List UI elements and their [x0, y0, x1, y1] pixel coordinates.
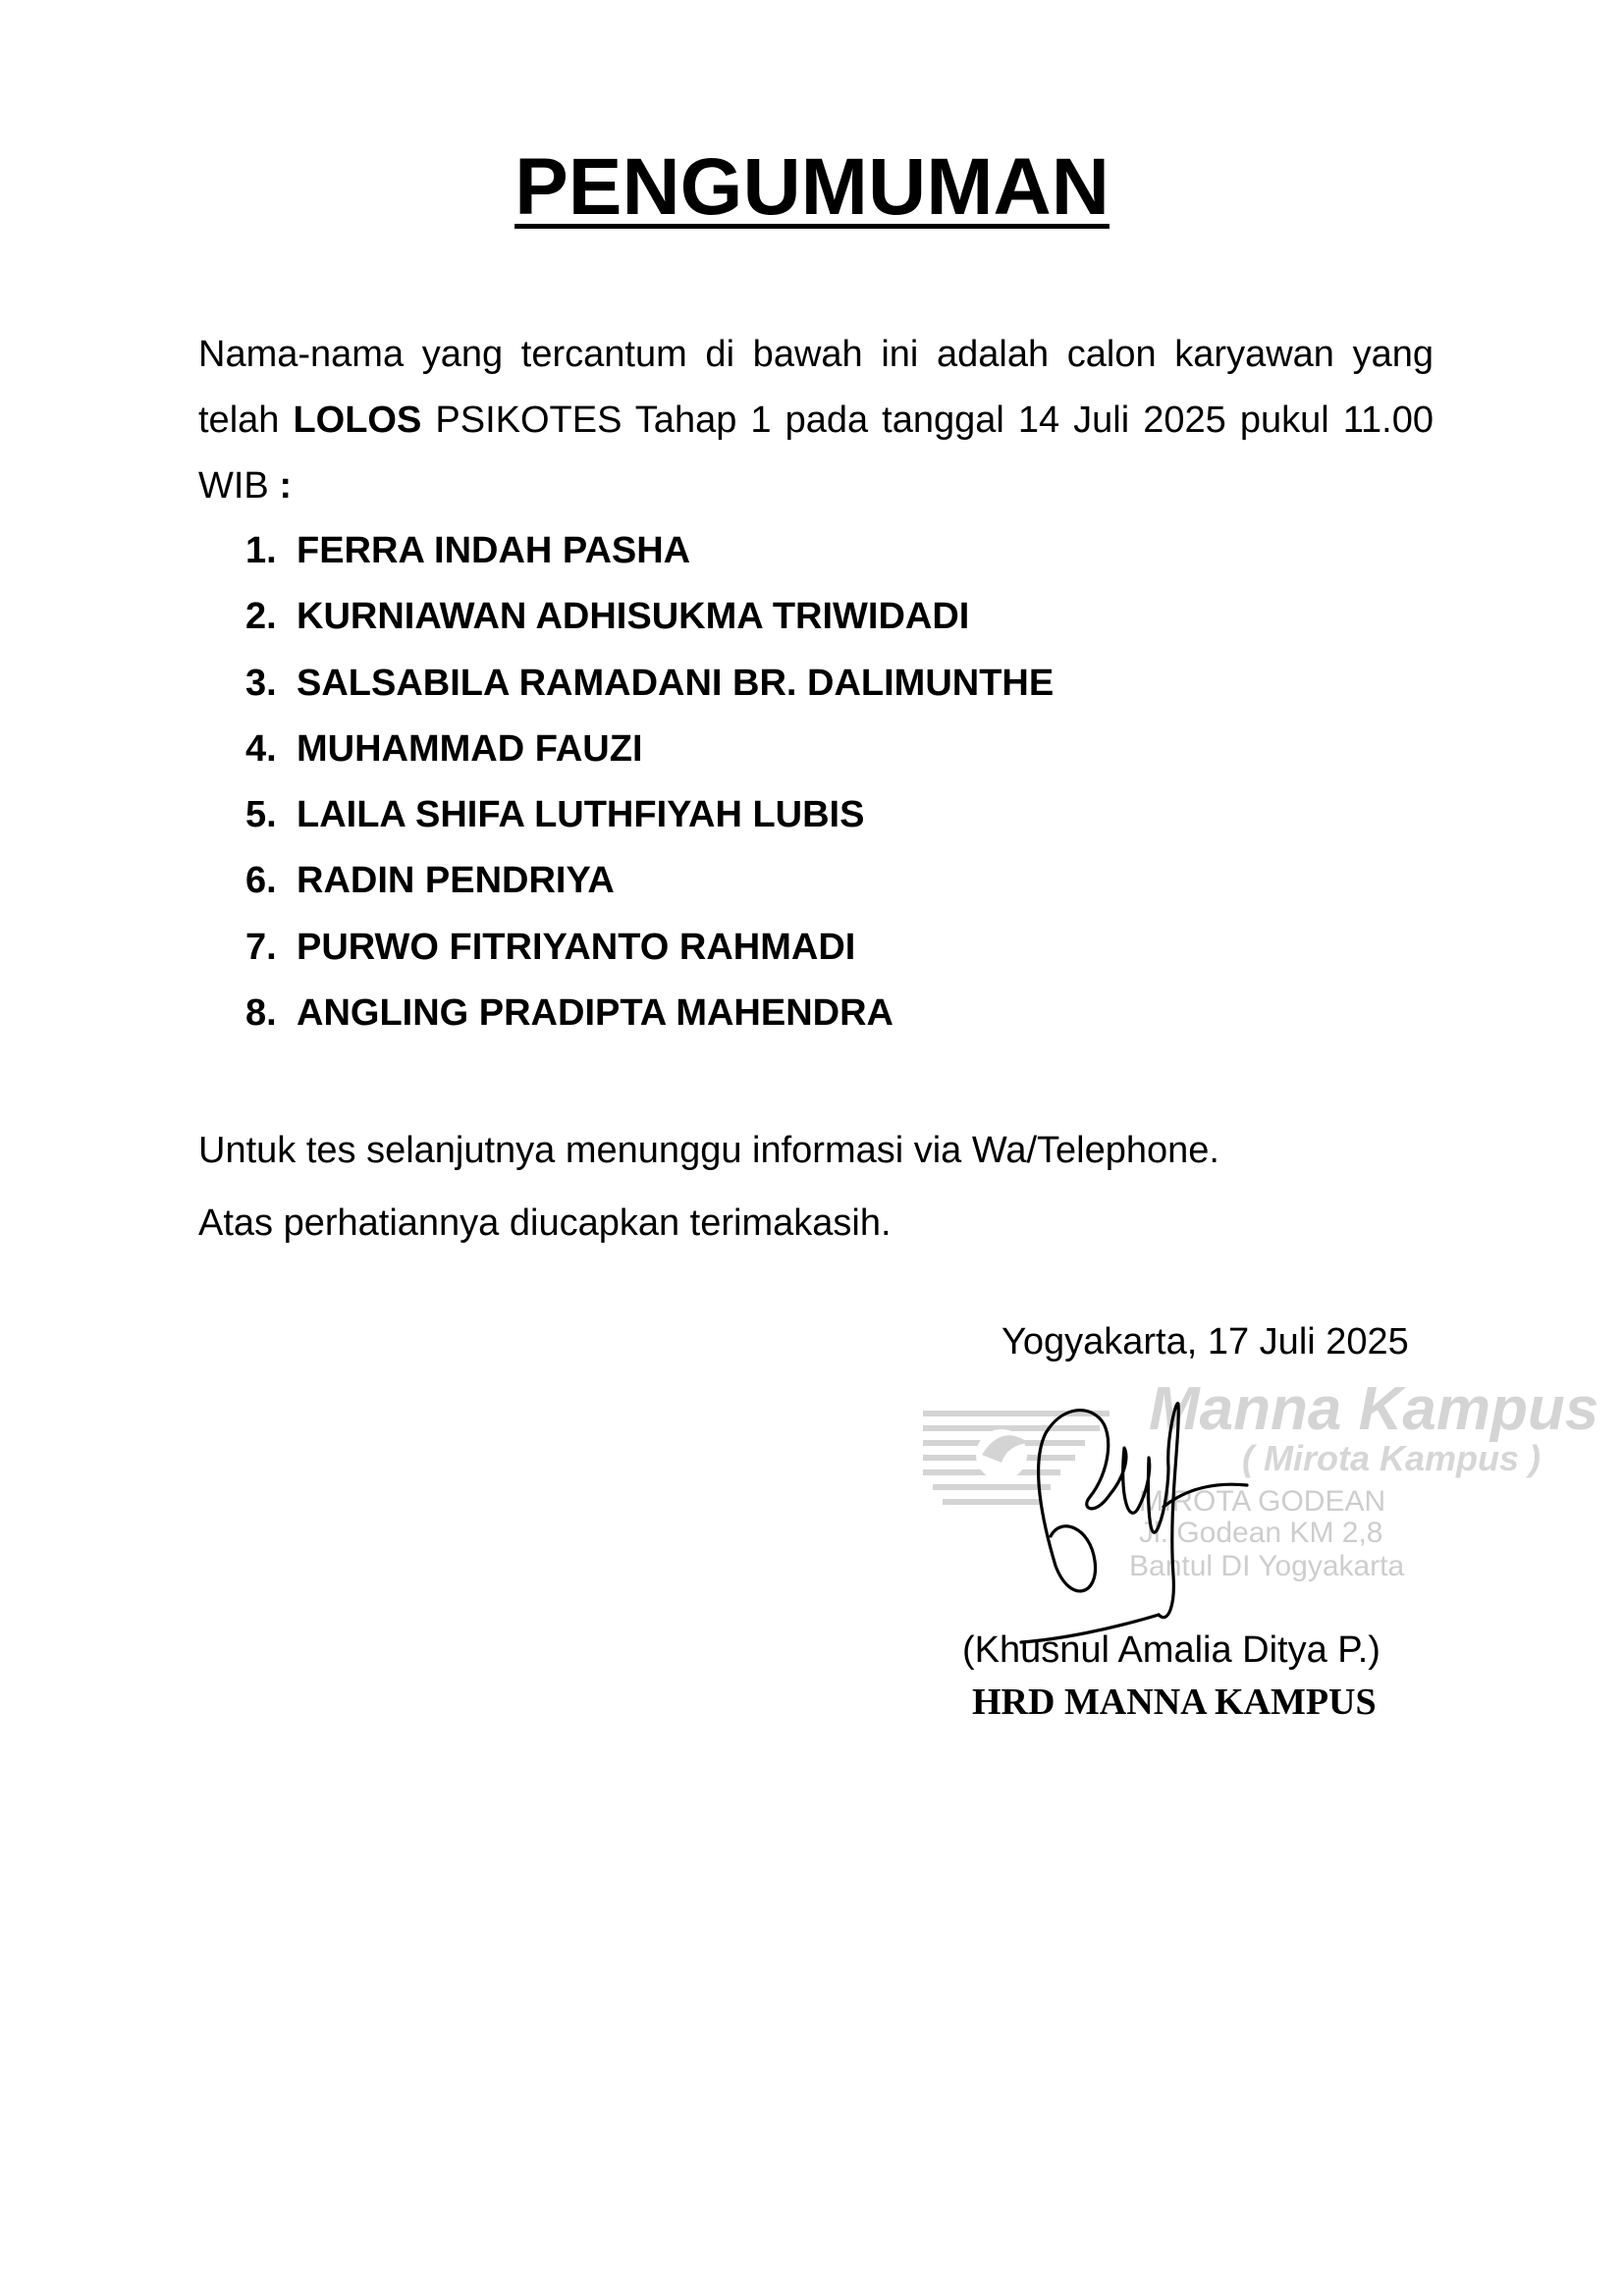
candidate-item	[245, 981, 1054, 1046]
candidate-name: ANGLING PRADIPTA MAHENDRA	[297, 992, 893, 1035]
handwritten-signature	[992, 1379, 1286, 1644]
candidate-item	[245, 584, 1054, 650]
candidate-name: PURWO FITRIYANTO RAHMADI	[297, 926, 856, 968]
candidate-number: 3.	[245, 662, 277, 704]
candidate-item	[245, 518, 1054, 584]
stamp-brand: Manna Kampus	[1149, 1375, 1599, 1443]
signatory-role: HRD MANNA KAMPUS	[972, 1682, 1377, 1723]
candidate-item	[245, 848, 1054, 914]
candidate-number: 8.	[245, 992, 277, 1035]
signatory-name: (Khusnul Amalia Ditya P.)	[962, 1629, 1380, 1671]
candidate-name: KURNIAWAN ADHISUKMA TRIWIDADI	[297, 596, 970, 638]
intro-colon: :	[279, 465, 292, 507]
candidate-number: 5.	[245, 794, 277, 836]
stamp-line-2: Jl. Godean KM 2,8	[1139, 1517, 1383, 1549]
closing-text	[198, 1114, 1219, 1259]
stamp-line-1: MIROTA GODEAN	[1139, 1485, 1386, 1518]
candidate-list	[245, 518, 1054, 1046]
candidate-item	[245, 782, 1054, 848]
candidate-number: 1.	[245, 530, 277, 571]
stamp-subtitle: ( Mirota Kampus )	[1242, 1438, 1542, 1478]
candidate-item	[245, 717, 1054, 782]
page-title	[0, 142, 1624, 232]
candidate-number: 2.	[245, 596, 277, 638]
page-title-text: PENGUMUMAN	[514, 142, 1110, 232]
intro-text-before: Nama-nama yang tercantum di bawah ini adalah calon karyawan yang telah	[198, 334, 1434, 441]
closing-line-info: Untuk tes selanjutnya menunggu informasi via Wa/Telephone.	[198, 1130, 1219, 1171]
stamp-line-3: Bantul DI Yogyakarta	[1129, 1550, 1405, 1582]
candidate-name: FERRA INDAH PASHA	[297, 530, 691, 571]
intro-text-after: PSIKOTES Tahap 1 pada tanggal 14 Juli 2025 pukul 11.00 WIB	[198, 400, 1434, 507]
place-date: Yogyakarta, 17 Juli 2025	[1001, 1321, 1409, 1362]
candidate-item	[245, 651, 1054, 717]
closing-line-thanks: Atas perhatiannya diucapkan terimakasih.	[198, 1202, 892, 1244]
candidate-name: RADIN PENDRIYA	[297, 860, 615, 902]
candidate-item	[245, 915, 1054, 981]
intro-paragraph	[198, 322, 1434, 519]
candidate-name: LAILA SHIFA LUTHFIYAH LUBIS	[297, 794, 865, 836]
candidate-number: 6.	[245, 860, 277, 902]
intro-bold-lolos: LOLOS	[293, 400, 422, 441]
candidate-name: SALSABILA RAMADANI BR. DALIMUNTHE	[297, 662, 1055, 704]
candidate-name: MUHAMMAD FAUZI	[297, 727, 643, 770]
candidate-number: 4.	[245, 727, 277, 770]
candidate-number: 7.	[245, 926, 277, 968]
